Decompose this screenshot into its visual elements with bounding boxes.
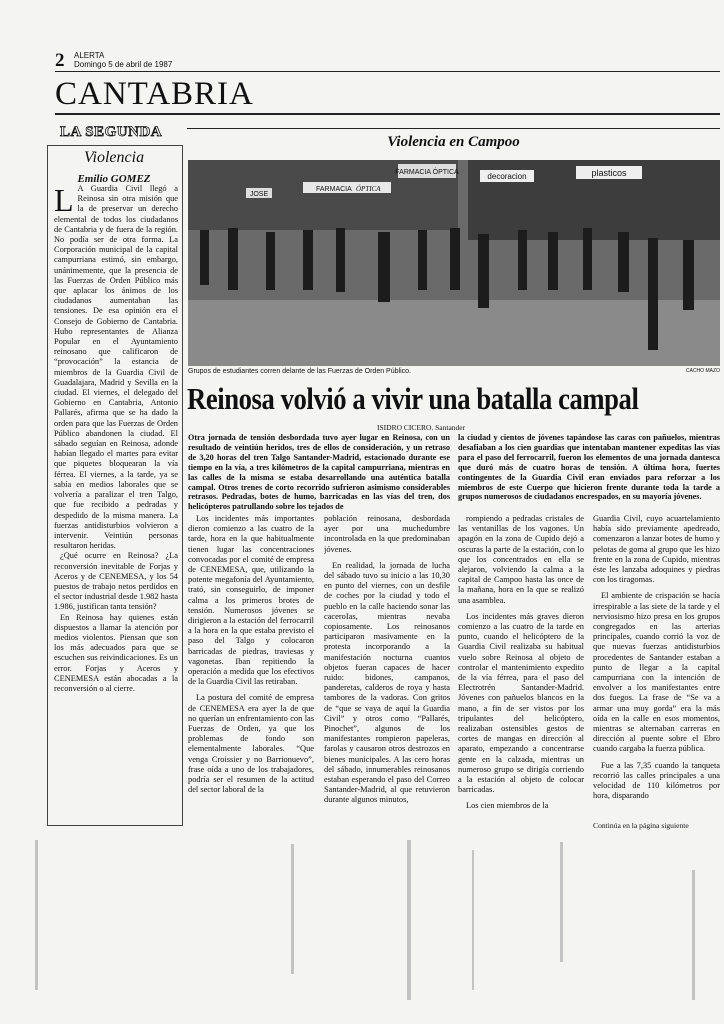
continued-note: Continúa en la página siguiente bbox=[593, 821, 689, 830]
column-body bbox=[54, 184, 178, 824]
sign-text: JOSE bbox=[249, 191, 269, 198]
sign-text: FARMACIA bbox=[316, 186, 352, 193]
lead-column-1 bbox=[188, 433, 450, 515]
column-paragraph-text: A Guardia Civil llegó a Reinosa sin otra misión que la de preservar un derecho elemental de todos los ciudadanos de Cantabria y de fuera de la región. No podía ser de otra forma. La Corporación municipal de la capital campurriana estimó, sin embargo, unánimemente, que la presencia de las Fuerzas de Orden Público más que aplacar los ánimos de los ciudadanos aumentaban las tensiones. De esa opinión era el Consejo de Gobierno de Cantabria. Hubo representantes de Alianza Popular en el Ayuntamiento reinosano que calificaron de “provocación” la estancia de miembros de la Guardia Civil de Guadalajara, Madrid y Sevilla en la ciudad. El viernes, el delegado del Gobierno en Cantabria, Antonio Pallarés, afirma que se ha dado la orden para que las Fuerzas de Orden Público abandonen la ciudad. El sábado seguían en Reinosa, adonde habían llegado el martes para evitar que piquetes bloquearan la vía férrea. El viernes, a la tarde, ya se sabía en medios laborales que se volvería a paralizar el tren Talgo, que fue recibido a pedradas y despedido de la misma manera. La fuerzas antidisturbios volvieron a intervenir. Veintiún personas resultaron heridas. bbox=[54, 184, 178, 551]
sign-text: plasticos bbox=[591, 168, 627, 178]
lead-paragraph: la ciudad y cientos de jóvenes tapándose las caras con pañuelos, mientras desafiaban a los cien guardias que intentaban mantener expeditas las vías para el paso del ferrocarril, fueron los elementos de una jornada dantesca que duró más de cuatro horas de tensión. A última hora, fuertes contingentes de la Guardia Civil eran enviados para reforzar a los miembros de este Cuerpo que hicieron frente durante toda la tarde a grupos numerosos de ciudadanos encrespados, en su mayoría jóvenes. bbox=[458, 433, 720, 502]
body-column-4 bbox=[593, 514, 720, 820]
body-paragraph: Guardia Civil, cuyo acuartelamiento había sido previamente apedreado, comenzaron a lanzar botes de humo y pelotas de goma al grupo que les hizo frente en la zona de Cupido, mientras éste les lanzaba adoquines y piedras con los tiragomas. bbox=[593, 514, 720, 585]
body-paragraph: Fue a las 7,35 cuando la tanqueta recorrió las calles principales a una velocidad de 110 kilómetros por hora, disparando bbox=[593, 760, 720, 801]
article-kicker-rule bbox=[187, 128, 720, 129]
body-paragraph: En realidad, la jornada de lucha del sábado tuvo su inicio a las 10,30 en punto del viernes, con un desfile de coches por la ciudad y todo el pueblo en la calle haciendo sonar las caceroIas, mientras nevaba copiosamente. Los reinosanos participaron masivamente en la protesta incorporando a la manifestación nocturna cuantos objetos fueran capaces de hacer ruido: bidones, campanos, panderetas, calderos de roya y hasta tambores de la vadoras. Con gritos de “que se vaya de aquí la Guardia Civil” y otros como “Pallarés, Pinochet”, algunos de los manifestantes rompieron papeleras, farolas y causaron otros destrozos en bienes municipales. A las cero horas del sábado, innumerables reinosanos estaban esperando el paso del Correo Santander-Madrid, al que retuvieron durante algunos minutos, bbox=[324, 560, 450, 805]
body-column-1 bbox=[188, 514, 314, 832]
body-column-3 bbox=[458, 514, 584, 832]
paper-name: ALERTA bbox=[74, 51, 105, 60]
body-paragraph: La postura del comité de empresa de CENEMESA era ayer la de que no querían un enfrentamiento con las Fuerzas de Orden, ya que los problemas de fondo son elementalmente laborales. “Que venga Croissier y no Barrionuevo”, frase oída a uno de los trabajadores, podría ser el resumen de la actitud del sector laboral de la bbox=[188, 693, 314, 795]
body-paragraph: Los cien miembros de la bbox=[466, 801, 549, 811]
body-paragraph: Los incidentes más importantes dieron comienzo a las cuatro de la tarde, hora en la que habitualmente tienen lugar las concentraciones convocadas por el comité de empresa de CENEMESA, que, utilizando la potente megafonía del Ayuntamiento, trató, sin conseguirlo, de imponer calma a los primeros brotes de tensión. Numerosos jóvenes se dirigieron a la estación del ferrocarril a la hora en la que estaba previsto el paso del Talgo y colocaron barricadas de piedras, traviesas y vagonetas. Iban repitiendo la operación a medida que los efectivos de la Guardia Civil las retiraban. bbox=[188, 514, 314, 687]
page-number: 2 bbox=[55, 50, 65, 71]
body-paragraph: Los incidentes más graves dieron comienzo a las cuatro de la tarde en punto, cuando el helicóptero de la Guardia Civil realizaba su habitual vuelo sobre Reinosa al objeto de controlar el mantenimiento expedito de la vía férrea, para el paso del Electrotrén Santander-Madrid. Jóvenes con pañuelos blancos en la mano, a fin de ser vistos por los tripulantes del helicóptero, realizaban ostensibles gestos de cortes de mangas en dirección al aparato, empezando a concentrarse gente en la calzada, mientras un numeroso grupo se dirigía corriendo a la estación al objeto de colocar barricadas. bbox=[458, 611, 584, 795]
body-paragraph: El ambiente de crispación se hacía irrespirable a las siete de la tarde y el nerviosismo hizo presa en los grupos congregados en las arterias principales, cuando corrió la voz de que nuevas fuerzas antidisturbios procedentes de Santander estaban a punto de llegar a la capital campurriana con la intención de envolver a los manifestantes entre dos fuegos. La frase de “Se va a armar una muy gorda” era la más oída en la calle en esos momentos, mientras se alternaban carreras en dirección al puente sobre el Ebro cuando cargaba la fuerza pública. bbox=[593, 591, 720, 754]
body-column-2 bbox=[324, 514, 450, 832]
section-rule bbox=[55, 113, 720, 115]
headline: Reinosa volvió a vivir una batalla campal bbox=[187, 381, 639, 416]
photo-caption: Grupos de estudiantes corren delante de las Fuerzas de Orden Público. bbox=[188, 368, 411, 375]
column-title: Violencia bbox=[83, 149, 145, 166]
body-paragraph: población reinosana, desbordada ayer por una muchedumbre incontrolada en la que predominaban jóvenes. bbox=[324, 514, 450, 554]
lead-paragraph: Otra jornada de tensión desbordada tuvo ayer lugar en Reinosa, con un resultado de veintiún heridos, tres de ellos de consideración, y un retraso de 3,20 horas del tren Talgo Santander-Madrid, estacionado durante ese tiempo en la vía, a tres kilómetros de la capital campurriana, mientras en las calles de la misma se estaba desarrollando una auténtica batalla campal. Otros trenes de corto recorrido sufrieron asimismo considerables retrasos. Pedradas, botes de humo, barricadas en las vías del tren, dos helicópteros patrullando sobre los tejados de bbox=[188, 433, 450, 512]
top-rule bbox=[55, 71, 720, 72]
drop-cap: L bbox=[54, 184, 74, 218]
news-photo bbox=[188, 160, 720, 366]
sign-text: decoracion bbox=[487, 172, 527, 181]
issue-date: Domingo 5 de abril de 1987 bbox=[74, 60, 173, 69]
column-paragraph: ¿Qué ocurre en Reinosa? ¿La reconversión inevitable de Forjas y Aceros y de CENEMESA, y los 54 puestos de trabajo netos perdidos en el sector industrial desde 1.982 hasta 1.986, justifican tanta tensión? bbox=[54, 551, 178, 612]
column-paragraph bbox=[54, 184, 178, 551]
column-kicker: LA SEGUNDA bbox=[60, 124, 163, 140]
body-paragraph: rompiendo a pedradas cristales de las ventanillas de los vagones. Un apagón en la zona de Cupido dejó a oscuras la parte de la estación, con lo que los concentrados en ella se alejaron, volviendo la calma a la capital de Campoo hasta las once de la mañana, hora en la que se realizó una asamblea. bbox=[458, 514, 584, 605]
byline: ISIDRO CICERO. Santander bbox=[377, 423, 466, 432]
section-title: CANTABRIA bbox=[55, 76, 254, 112]
masthead bbox=[74, 51, 172, 69]
lead-column-2 bbox=[458, 433, 720, 515]
article-kicker: Violencia en Campoo bbox=[387, 134, 520, 150]
sign-text: FARMACIA ÓPTICA bbox=[395, 169, 459, 176]
scan-noise-decoration bbox=[0, 830, 724, 1024]
sign-text: ÓPTICA bbox=[356, 185, 381, 193]
column-paragraph: En Reinosa hay quienes están dispuestos a llamar la atención por medios violentos. Piensan que son los más adecuados para que se escuchen sus reivindicaciones. Es un error. Forjas y Aceros y CENEMESA están abocadas a la reconversión o al cierre. bbox=[54, 612, 178, 693]
column-author: Emilio GOMEZ bbox=[77, 173, 151, 185]
street-scene-illustration bbox=[188, 160, 720, 366]
photo-credit: CACHO MAZO bbox=[686, 368, 720, 374]
